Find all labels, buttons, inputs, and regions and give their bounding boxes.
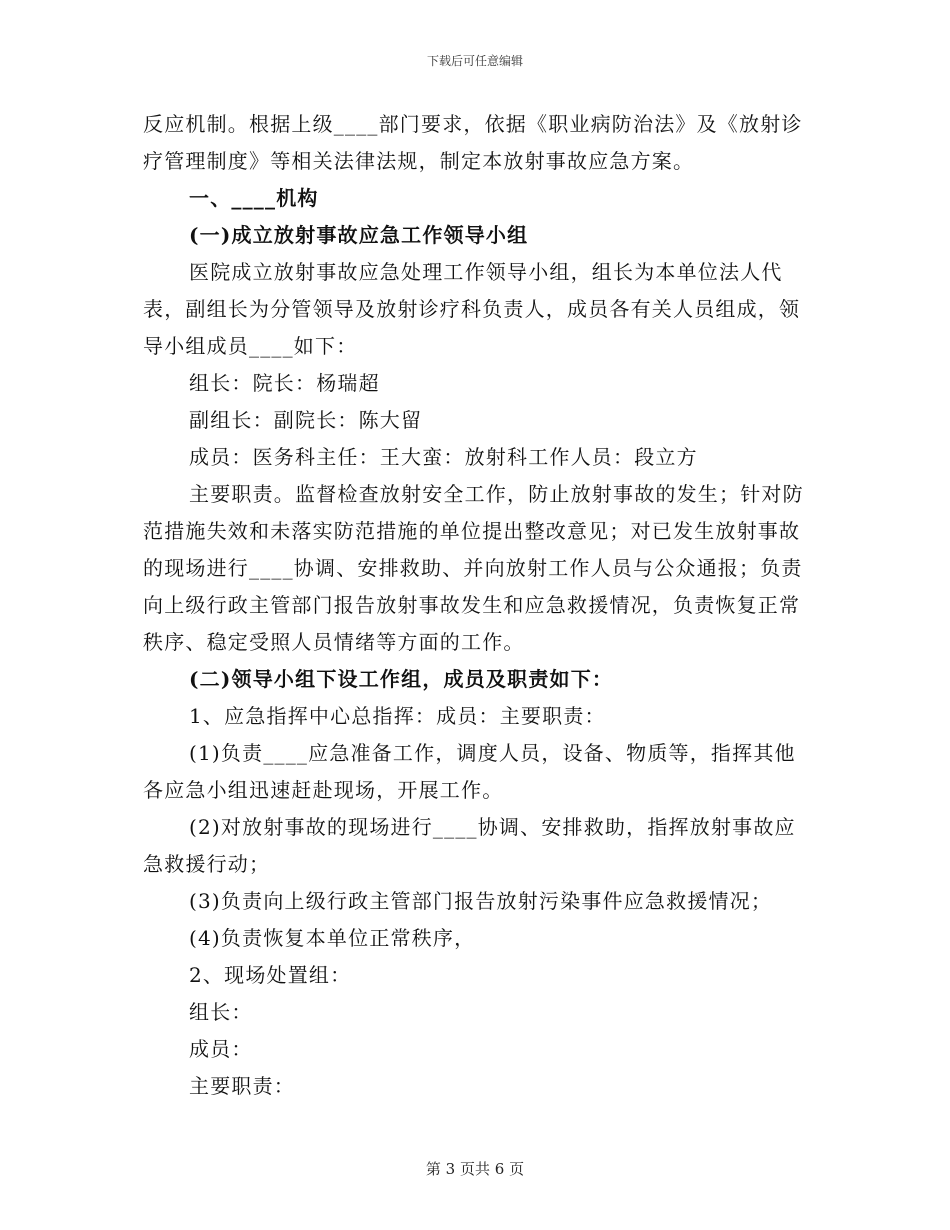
paragraph-intro: 反应机制。根据上级____部门要求，依据《职业病防治法》及《放射诊疗管理制度》等相关法律法规，制定本放射事故应急方案。 <box>143 112 803 173</box>
paragraph-duty-4: (4)负责恢复本单位正常秩序， <box>189 926 476 950</box>
paragraph-onsite-duties: 主要职责： <box>189 1074 295 1098</box>
subsection-heading-working-groups: (二)领导小组下设工作组，成员及职责如下： <box>189 667 614 691</box>
paragraph-group-leader: 组长：院长：杨瑞超 <box>189 371 380 395</box>
paragraph-onsite-team: 2、现场处置组： <box>189 963 352 987</box>
paragraph-duty-1: (1)负责____应急准备工作，调度人员，设备、物质等，指挥其他各应急小组迅速赶赴现场，开展工作。 <box>143 741 796 802</box>
subsection-heading-leadership-group: (一)成立放射事故应急工作领导小组 <box>189 223 529 247</box>
section-heading-organization: 一、____机构 <box>189 186 319 210</box>
page-footer: 第 3 页共 6 页 <box>425 1160 525 1178</box>
paragraph-onsite-leader: 组长： <box>189 1000 253 1024</box>
paragraph-deputy-leader: 副组长：副院长：陈大留 <box>189 408 423 432</box>
paragraph-leadership-description: 医院成立放射事故应急处理工作领导小组，组长为本单位法人代表，副组长为分管领导及放射诊疗科负责人，成员各有关人员组成，领导小组成员____如下： <box>143 260 801 358</box>
paragraph-duty-3: (3)负责向上级行政主管部门报告放射污染事件应急救援情况； <box>189 889 773 913</box>
page-header: 下载后可任意编辑 <box>426 54 523 68</box>
paragraph-members: 成员：医务科主任：王大蛮：放射科工作人员：段立方 <box>189 445 698 469</box>
paragraph-onsite-members: 成员： <box>189 1037 253 1061</box>
document-body <box>143 106 813 1105</box>
paragraph-main-duties: 主要职责。监督检查放射安全工作，防止放射事故的发生；针对防范措施失效和未落实防范措施的单位提出整改意见；对已发生放射事故的现场进行____协调、安排救助、并向放射工作人员与公众通报；负责向上级行政主管部门报告放射事故发生和应急救援情况，负责恢复正常秩序、稳定受照人员情绪等方面的工作。 <box>143 482 804 654</box>
paragraph-duty-2: (2)对放射事故的现场进行____协调、安排救助，指挥放射事故应急救援行动； <box>143 815 796 876</box>
paragraph-command-center: 1、应急指挥中心总指挥：成员：主要职责： <box>189 704 606 728</box>
